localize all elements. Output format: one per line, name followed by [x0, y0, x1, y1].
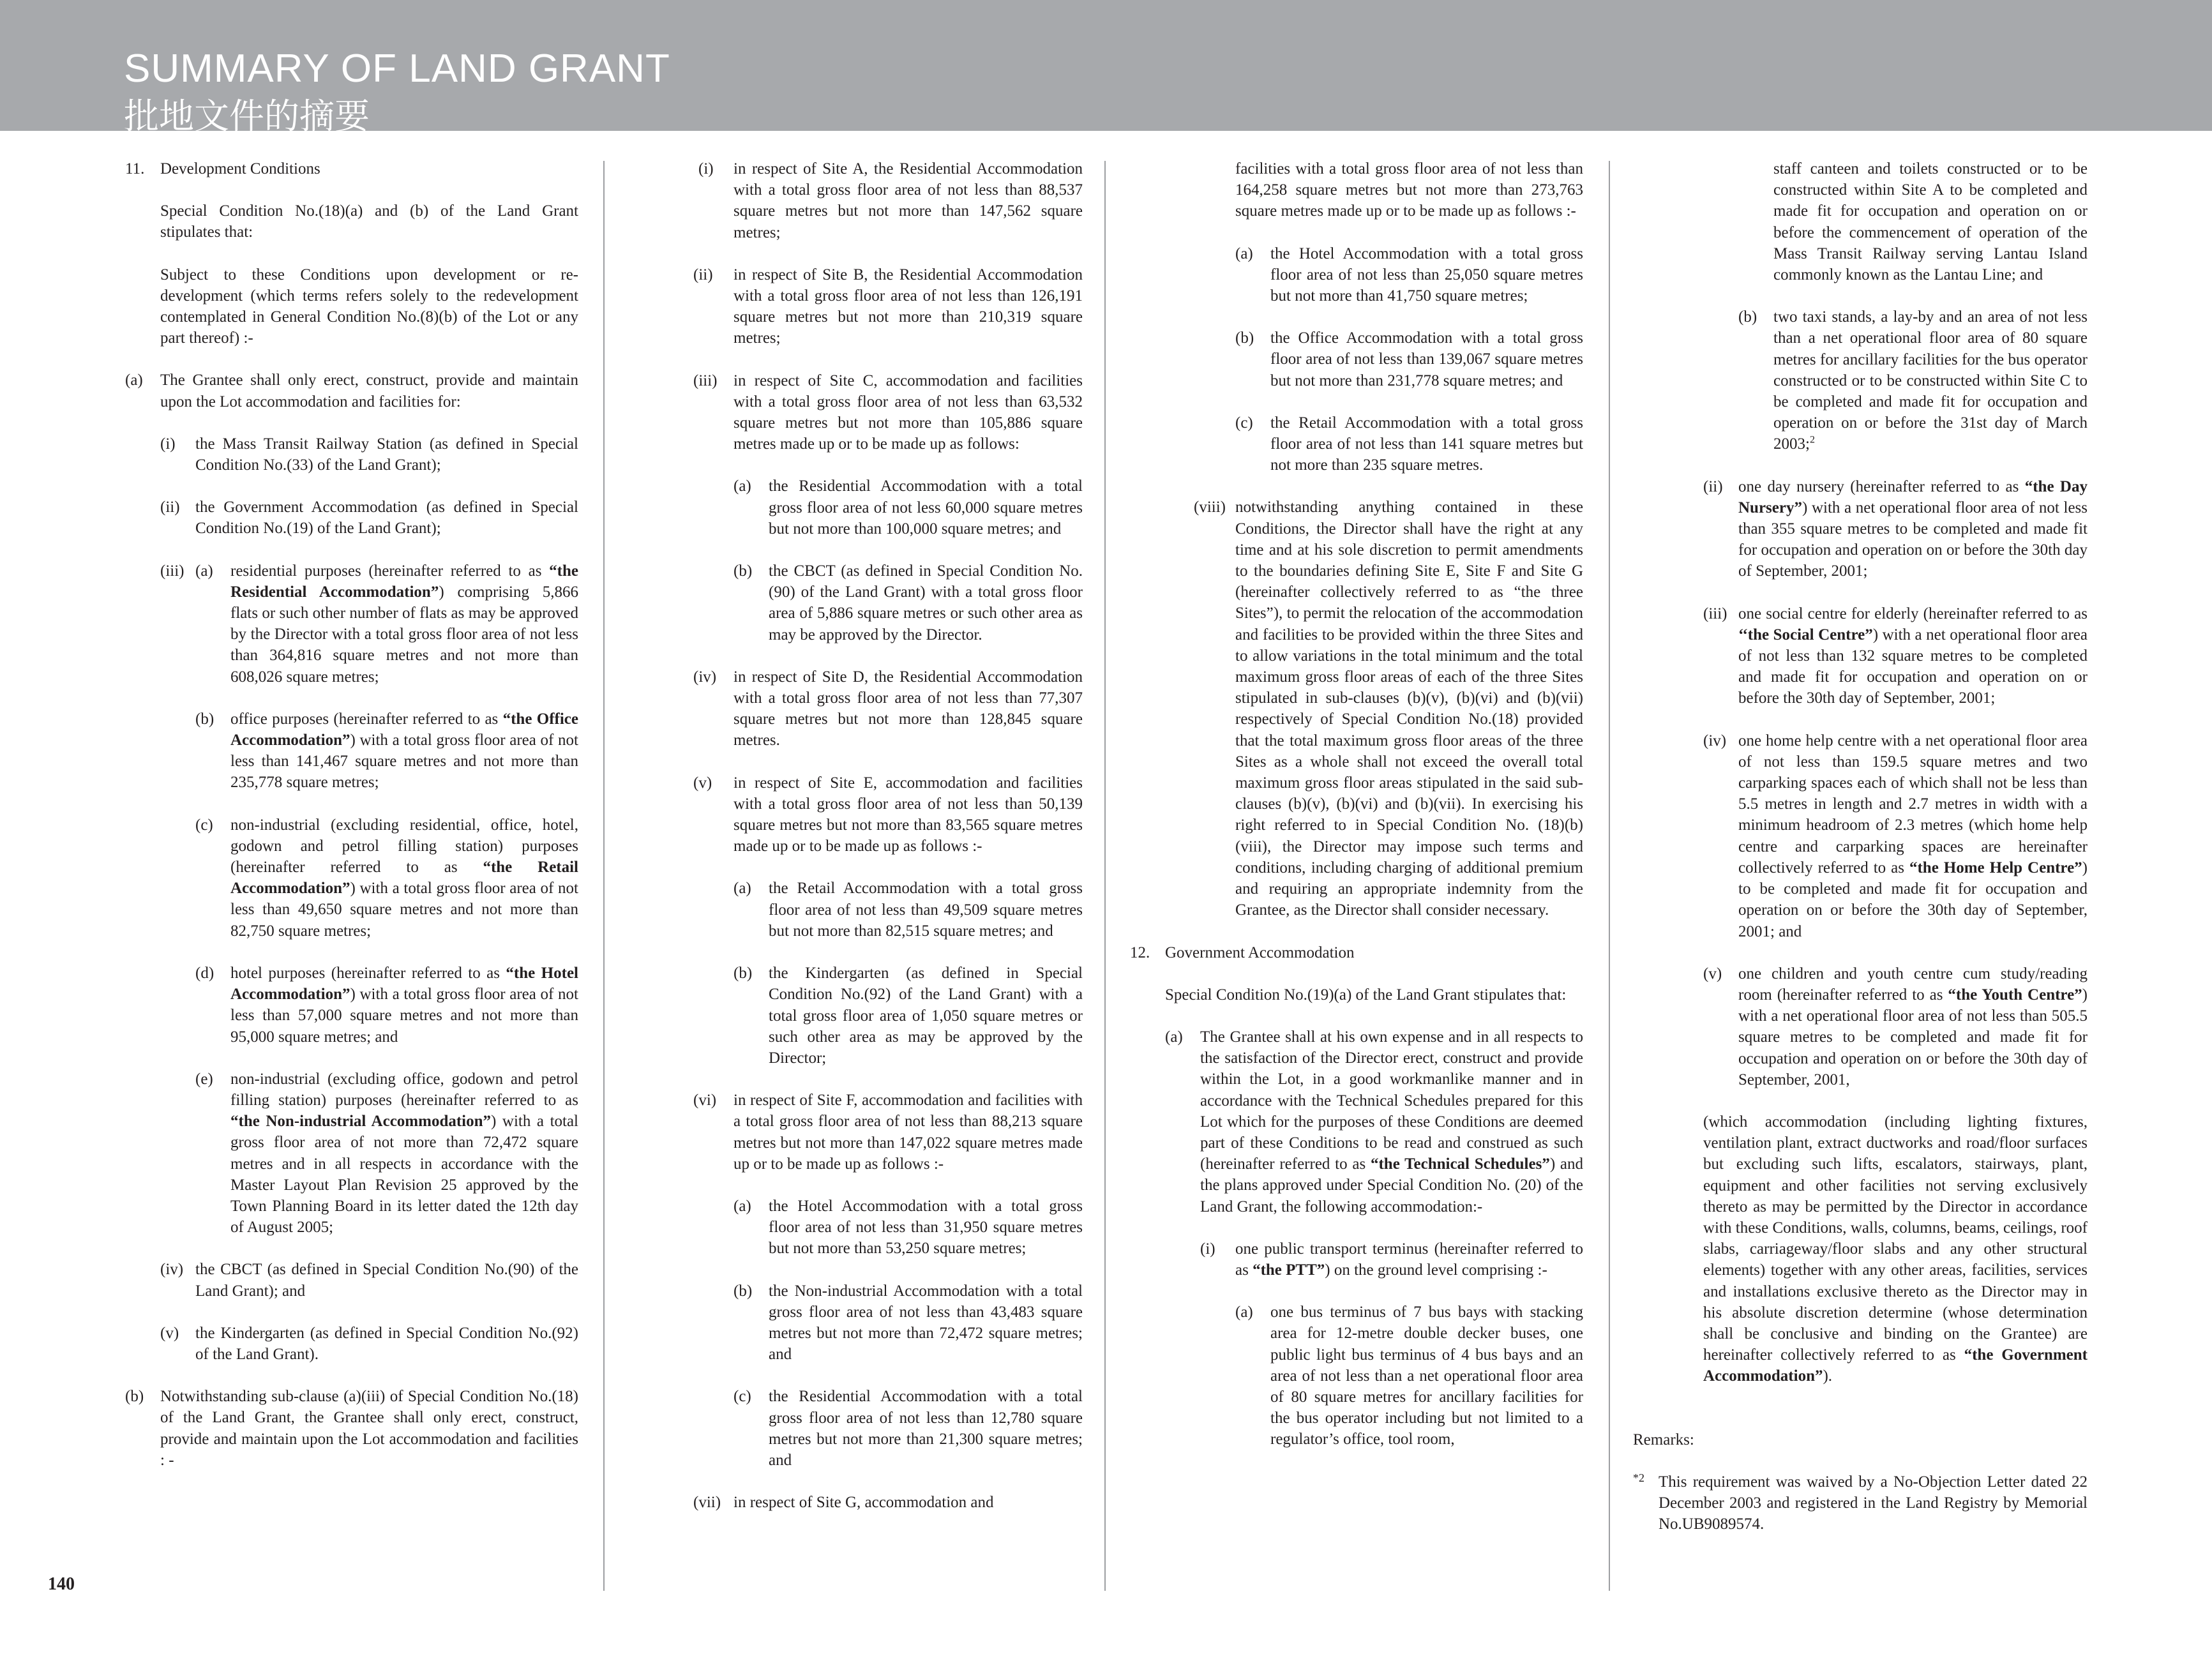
clause-label: (a) — [734, 477, 751, 495]
clause-b — [125, 1386, 578, 1471]
clause-12-a-i — [1200, 1238, 1583, 1281]
clause-b-viii — [1194, 497, 1583, 921]
paragraph: staff canteen and toilets constructed or to be constructed within Site A to be completed and made fit for occupation and operation on or before the commencement of operation of the Mass Transit Railway serving Lantau Island commonly known as the Lantau Line; and — [1773, 160, 2088, 284]
clause-label: (vi) — [693, 1092, 717, 1109]
paragraph — [1703, 1111, 2088, 1387]
clause-text: ) with a total gross floor area of not less than 57,000 square metres and not more than 95,000 square metres; and — [230, 986, 578, 1046]
clause-b-i — [693, 158, 1083, 243]
footnote — [1633, 1471, 2088, 1535]
clause-label: (b) — [734, 965, 753, 982]
clause-text: in respect of Site B, the Residential Accommodation with a total gross floor area of not less than 126,191 square metres but not more than 210,319 square metres; — [734, 266, 1083, 347]
clause-text: ) to be completed and made fit for occupation and operation on or before the 30th day of September, 2001; and — [1738, 859, 2088, 940]
defined-term: ‘‘the Social Centre” — [1738, 626, 1873, 643]
header-banner — [0, 0, 2212, 137]
clause-label: (a) — [1165, 1028, 1183, 1046]
clause-text: ) with a total gross floor area of not less than 49,650 square metres and not more than 82,750 square metres; — [230, 880, 578, 940]
clause-label: (b) — [734, 1282, 753, 1300]
section-heading — [125, 158, 578, 179]
defined-term: “the Office Accommodation” — [230, 710, 578, 749]
clause-text: one day nursery (hereinafter referred to as — [1738, 477, 2025, 495]
defined-term: “the Residential Accommodation” — [230, 562, 578, 601]
clause-label: (a) — [1235, 244, 1253, 262]
clause-text: non-industrial (excluding office, godown and petrol filling station) purposes (hereinafter referred to as — [230, 1070, 578, 1109]
clause-label: (iii) — [1703, 605, 1727, 622]
clause-text: one home help centre with a net operational floor area of not less than 159.5 square metres and two carparking spaces each of which shall not be less than 5.5 metres in length and 2.7 metres in width with a minimum headroom of 2.3 metres (which home help centre and carparking spaces are hereinafter collectively referred to as — [1738, 732, 2088, 876]
clause-label: (a) — [1235, 1304, 1253, 1321]
clause-text: the Non-industrial Accommodation with a total gross floor area of not less than 43,483 square metres but not more than 72,472 square metres; and — [769, 1282, 1083, 1364]
clause-text: (which accommodation (including lighting fixtures, ventilation plant, extract ductworks and road/floor surfaces but excluding such lifts, escalators, stairways, plant, equipment and other facilities not serving exclusively thereto as may be permitted by the Director in accordance with these Conditions, walls, columns, beams, ceilings, roof slabs, carriageway/floor slabs and any other structural elements) together with any other areas, facilities, services and installations exclusive thereto as the Director may in his absolute discretion determine (whose determination shall be conclusive and binding on the Grantee) are hereinafter collectively referred to as — [1703, 1113, 2088, 1364]
remarks-label: Remarks: — [1633, 1431, 1694, 1448]
defined-term: “the Government Accommodation” — [1703, 1346, 2088, 1385]
clause-text: the Kindergarten (as defined in Special Condition No.(92) of the Land Grant) with a total gross floor area of 1,050 square metres or such other area as may be approved by the Director; — [769, 965, 1083, 1067]
clause-text: one public transport terminus (hereinafter referred to as — [1235, 1240, 1583, 1279]
clause-label: (a) — [195, 562, 213, 580]
clause-12-a — [1165, 1026, 1583, 1217]
clause-text: in respect of Site E, accommodation and facilities with a total gross floor area of not less than 50,139 square metres but not more than 83,565 square metres made up or to be made up as follows :- — [734, 774, 1083, 855]
column-4 — [1633, 158, 2088, 1535]
clause-a-i — [160, 433, 578, 476]
clause-label: (b) — [1235, 329, 1254, 347]
clause-label: (b) — [734, 562, 753, 580]
clause-text: the Residential Accommodation with a total gross floor area of not less than 12,780 square metres but not more than 21,300 square metres; and — [769, 1388, 1083, 1469]
clause-text: the Office Accommodation with a total gross floor area of not less than 139,067 square metres but not more than 231,778 square metres; and — [1270, 329, 1583, 389]
defined-term: “the PTT” — [1253, 1261, 1325, 1279]
clause-text: ) with a net operational floor area of not less than 132 square metres to be completed and made fit for occupation and operation on or before the 30th day of September, 2001; — [1738, 626, 2088, 707]
section-number: 11. — [125, 160, 145, 177]
column-divider — [1104, 161, 1106, 1591]
clause-text: office purposes (hereinafter referred to as — [230, 710, 503, 728]
clause-b-vii-b — [1235, 327, 1583, 391]
clause-text: in respect of Site D, the Residential Accommodation with a total gross floor area of not less than 77,307 square metres but not more than 128,845 square metres. — [734, 668, 1083, 749]
column-1 — [125, 158, 578, 1471]
clause-label: (a) — [125, 372, 143, 389]
clause-a-iii-a — [160, 560, 578, 688]
clause-a-ii — [160, 497, 578, 539]
clause-text: ). — [1823, 1367, 1833, 1385]
clause-b-v-b — [734, 963, 1083, 1069]
clause-a — [125, 370, 578, 412]
clause-b-vi-a — [734, 1196, 1083, 1259]
clause-text: ) with a net operational floor area of not less than 355 square metres to be completed and made fit for occupation and operation on or before the 30th day of September, 2001; — [1738, 499, 2088, 580]
clause-b-vi — [693, 1090, 1083, 1175]
clause-label: (b) — [195, 710, 214, 728]
clause-b-iii-a — [734, 476, 1083, 539]
clause-text: one bus terminus of 7 bus bays with stacking area for 12-metre double decker buses, one public light bus terminus of 4 bus bays and an area of not less than a net operational floor area of 80 square metres for ancillary facilities for the bus operator including but not limited to a regulator’s office, tool room, — [1270, 1304, 1583, 1448]
clause-label: (ii) — [693, 266, 713, 283]
clause-text: the CBCT (as defined in Special Condition No.(90) of the Land Grant); and — [195, 1261, 578, 1300]
clause-label: (v) — [693, 774, 712, 792]
clause-b-vi-c — [734, 1386, 1083, 1471]
column-divider — [1609, 161, 1610, 1591]
section-title: Government Accommodation — [1165, 944, 1355, 961]
clause-text: the Hotel Accommodation with a total gross floor area of not less than 25,050 square metres but not more than 41,750 square metres; — [1270, 244, 1583, 305]
clause-text: ) with a total gross floor area of not more than 72,472 square metres and in all respects in accordance with the Master Layout Plan Revision 25 approved by the Town Planning Board in its letter dated the 12th day of August 2005; — [230, 1113, 579, 1237]
clause-label: (v) — [1703, 965, 1722, 982]
paragraph: Subject to these Conditions upon development or re-development (which terms refers solely to the redevelopment contemplated in General Condition No.(8)(b) of the Lot or any part thereof) :- — [160, 266, 578, 347]
footnote-text: This requirement was waived by a No-Objection Letter dated 22 December 2003 and registered in the Land Registry by Memorial No.UB9089574. — [1659, 1473, 2088, 1533]
clause-text: in respect of Site C, accommodation and facilities with a total gross floor area of not less than 63,532 square metres but not more than 105,886 square metres made up or to be made up as follows: — [734, 372, 1083, 453]
clause-a-iv — [160, 1259, 578, 1301]
defined-term: “the Home Help Centre” — [1909, 859, 2082, 876]
clause-text: the CBCT (as defined in Special Condition No.(90) of the Land Grant) with a total gross floor area of 5,886 square metres or such other area as may be approved by the Director. — [769, 562, 1083, 643]
clause-b-vii-a — [1235, 243, 1583, 307]
clause-label: (c) — [734, 1388, 751, 1406]
clause-label: (vii) — [693, 1494, 721, 1512]
clause-b-v-a — [734, 878, 1083, 942]
clause-label: (d) — [195, 964, 214, 982]
page-number: 140 — [48, 1574, 75, 1594]
clause-label: (iii) — [693, 372, 718, 389]
page-title-chinese: 批地文件的摘要 — [124, 96, 370, 137]
clause-text: the Retail Accommodation with a total gross floor area of not less than 49,509 square metres but not more than 82,515 square metres; and — [769, 880, 1083, 940]
clause-b-iii-b — [734, 560, 1083, 645]
clause-text: the Mass Transit Railway Station (as defined in Special Condition No.(33) of the Land Grant); — [195, 435, 578, 474]
clause-text: non-industrial (excluding residential, office, hotel, godown and petrol filling station) purposes (hereinafter referred to as — [230, 816, 578, 876]
clause-text: hotel purposes (hereinafter referred to as — [230, 964, 506, 982]
clause-text: residential purposes (hereinafter referred to as — [230, 562, 550, 580]
clause-text: in respect of Site F, accommodation and facilities with a total gross floor area of not less than 88,213 square metres but not more than 147,022 square metres made up or to be made up as follows :- — [734, 1092, 1083, 1173]
clause-text: ) and the plans approved under Special Condition No. (20) of the Land Grant, the following accommodation:- — [1200, 1155, 1584, 1215]
clause-b-vi-b — [734, 1281, 1083, 1365]
clause-b-iii — [693, 370, 1083, 455]
clause-12-a-i-a — [1235, 1302, 1583, 1450]
clause-text: in respect of Site G, accommodation and — [734, 1494, 994, 1512]
clause-label: (i) — [160, 435, 176, 453]
clause-label: (i) — [698, 160, 714, 177]
clause-label: (c) — [1235, 414, 1253, 432]
clause-text: the Hotel Accommodation with a total gross floor area of not less than 31,950 square metres but not more than 53,250 square metres; — [769, 1197, 1083, 1258]
clause-b-iv — [693, 666, 1083, 751]
clause-label: (iii) — [160, 562, 184, 580]
defined-term: “the Retail Accommodation” — [230, 859, 579, 898]
clause-text: Notwithstanding sub-clause (a)(iii) of Special Condition No.(18) of the Land Grant, the Grantee shall only erect, construct, provide and maintain upon the Lot accommodation and facilities : - — [160, 1388, 578, 1469]
clause-a-iii-b — [195, 709, 578, 793]
clause-a-v — [160, 1323, 578, 1365]
clause-text: the Government Accommodation (as defined in Special Condition No.(19) of the Land Grant); — [195, 499, 578, 538]
clause-label: (viii) — [1194, 499, 1226, 516]
clause-label: (iv) — [1703, 732, 1727, 749]
section-title: Development Conditions — [160, 160, 320, 177]
clause-a-iii-c — [195, 815, 578, 942]
clause-12-a-ii — [1703, 476, 2088, 582]
clause-12-a-i-b — [1738, 306, 2088, 455]
clause-a-iii-d — [195, 963, 578, 1048]
clause-text: one children and youth centre cum study/reading room (hereinafter referred to as — [1738, 965, 2088, 1004]
page-title: SUMMARY OF LAND GRANT — [124, 47, 670, 91]
clause-label: (v) — [160, 1324, 179, 1342]
clause-label: (i) — [1200, 1240, 1215, 1258]
defined-term: “the Youth Centre” — [1948, 986, 2082, 1004]
defined-term: “the Technical Schedules” — [1370, 1155, 1550, 1173]
clause-label: (a) — [734, 1197, 751, 1215]
paragraph: facilities with a total gross floor area of not less than 164,258 square metres but not more than 273,763 square metres made up or to be made up as follows :- — [1235, 160, 1583, 220]
paragraph: Special Condition No.(19)(a) of the Land Grant stipulates that: — [1165, 986, 1567, 1004]
clause-text: in respect of Site A, the Residential Accommodation with a total gross floor area of not less than 88,537 square metres but not more than 147,562 square metres; — [734, 160, 1083, 241]
clause-b-ii — [693, 264, 1083, 349]
clause-12-a-iii — [1703, 603, 2088, 709]
clause-label: (ii) — [160, 499, 180, 516]
clause-text: the Retail Accommodation with a total gross floor area of not less than 141 square metres but not more than 235 square metres. — [1270, 414, 1583, 474]
clause-label: (a) — [734, 880, 751, 898]
footnote-marker: 2 — [1809, 435, 1815, 446]
clause-label: (c) — [195, 816, 213, 834]
defined-term: “the Day Nursery” — [1738, 477, 2088, 516]
clause-12-a-v — [1703, 963, 2088, 1090]
clause-b-v — [693, 772, 1083, 857]
clause-text: The Grantee shall at his own expense and in all respects to the satisfaction of the Director erect, construct and provide within the Lot, in a good workmanlike manner and in accordance with the Technical Schedules prepared for this Lot which for the purposes of these Conditions are deemed part of these Conditions to be read and construed as such (hereinafter referred to as — [1200, 1028, 1583, 1173]
footnote-marker: *2 — [1633, 1471, 1644, 1484]
column-divider — [603, 161, 605, 1591]
clause-b-vii-c — [1235, 412, 1583, 476]
section-number: 12. — [1130, 944, 1150, 961]
column-2 — [693, 158, 1083, 1513]
clause-text: The Grantee shall only erect, construct, provide and maintain upon the Lot accommodation and facilities for: — [160, 372, 578, 410]
clause-label: (e) — [195, 1070, 213, 1088]
clause-text: one social centre for elderly (hereinafter referred to as — [1738, 605, 2088, 622]
clause-b-vii — [693, 1492, 1083, 1513]
clause-text: notwithstanding anything contained in these Conditions, the Director shall have the right at any time and at his sole discretion to permit amendments to the boundaries defining Site E, Site F and Site G (hereinafter collectively referred to as “the three Sites”), to permit the relocation of the accommodation and facilities to be provided within the three Sites and to allow variations in the total minimum and the total maximum gross floor areas of each of the three Sites stipulated in sub-clauses (b)(v), (b)(vi) and (b)(vii) respectively of Special Condition No.(18) provided that the total maximum gross floor areas of the three Sites as a whole shall not exceed the overall total maximum gross floor areas stipulated in the said sub-clauses (b)(v), (b)(vi) and (b)(vii). In exercising his right referred to in Special Condition No. (18)(b)(viii), the Director may impose such terms and conditions, including charging of additional premium and requiring an appropriate indemnity from the Grantee, as the Director shall consider necessary. — [1235, 499, 1583, 919]
clause-text: ) with a net operational floor area of not less than 505.5 square metres to be completed and made fit for occupation and operation on or before the 30th day of September, 2001, — [1738, 986, 2088, 1088]
clause-text: the Kindergarten (as defined in Special Condition No.(92) of the Land Grant). — [195, 1324, 578, 1363]
clause-text: the Residential Accommodation with a total gross floor area of not less 60,000 square metres but not more than 100,000 square metres; and — [769, 477, 1083, 538]
defined-term: “the Non-industrial Accommodation” — [230, 1113, 492, 1131]
clause-label: (iv) — [160, 1261, 184, 1279]
clause-text: two taxi stands, a lay-by and an area of not less than a net operational floor area of 80 square metres for ancillary facilities for the bus operator constructed or to be constructed within Site C to be completed and made fit for occupation and operation on or before the 31st day of March 2003; — [1773, 308, 2088, 453]
defined-term: “the Hotel Accommodation” — [230, 964, 578, 1004]
clause-text: ) comprising 5,866 flats or such other number of flats as may be approved by the Director with a total gross floor area of not less than 364,816 square metres and not more than 608,026 square metres; — [230, 583, 578, 686]
column-3 — [1130, 158, 1583, 1450]
clause-label: (b) — [1738, 308, 1757, 326]
section-heading — [1130, 942, 1583, 963]
clause-12-a-iv — [1703, 730, 2088, 942]
clause-label: (b) — [125, 1388, 144, 1406]
clause-label: (iv) — [693, 668, 717, 686]
clause-text: ) on the ground level comprising :- — [1325, 1261, 1547, 1279]
paragraph: Special Condition No.(18)(a) and (b) of the Land Grant stipulates that: — [160, 202, 578, 241]
clause-text: ) with a total gross floor area of not less than 141,467 square metres and not more than 235,778 square metres; — [230, 732, 578, 792]
clause-label: (ii) — [1703, 477, 1723, 495]
clause-a-iii-e — [195, 1069, 578, 1238]
